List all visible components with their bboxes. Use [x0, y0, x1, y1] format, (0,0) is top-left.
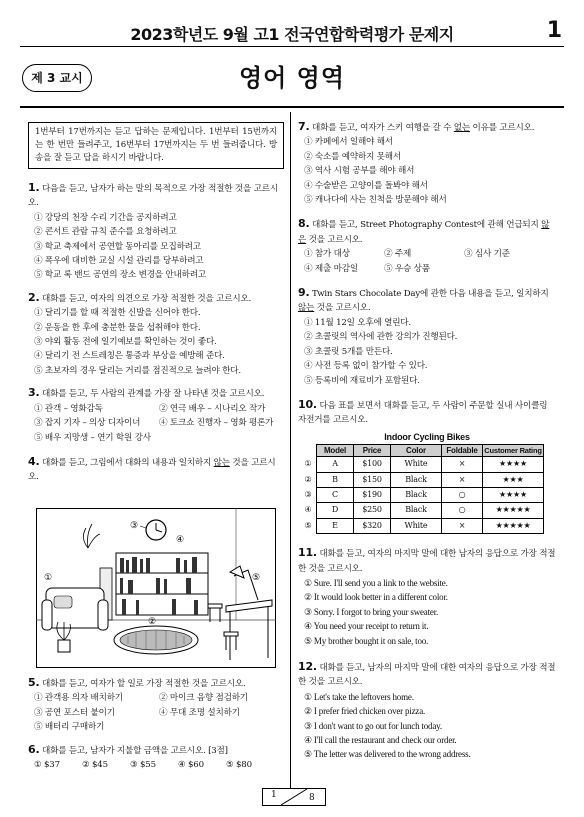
q1-option[interactable]: ④ 폭우에 대비한 교실 시설 관리를 당부하려고 [34, 256, 204, 267]
table-title: Indoor Cycling Bikes [384, 431, 470, 442]
q3-option[interactable]: ④ 토크쇼 진행자 – 영화 평론가 [159, 418, 274, 429]
q2-option[interactable]: ④ 달리기 전 스트레칭은 통증과 부상을 예방해 준다. [34, 351, 225, 362]
wall-clock [146, 520, 166, 540]
question-11: 11. 대화를 듣고, 여자의 마지막 말에 대한 남자의 응답으로 가장 적절한 것을 고르시오. ① Sure. I'll send you a link to the website. ② It would look better in a different color. ③ Sorry. I forgot to bring your sweater. ④ You need your receipt to return it. ⑤ My brother bought it on sale, too. [298, 546, 556, 648]
q8-option[interactable]: ② 주제 [384, 249, 412, 260]
listening-notice: 1번부터 17번까지는 듣고 답하는 문제입니다. 1번부터 15번까지는 한 번만 들려주고, 16번부터 17번까지는 두 번 들려줍니다. 방송을 잘 듣고 답을 하시기 바랍니다. [28, 122, 284, 169]
q5-option[interactable]: ⑤ 배터리 구매하기 [34, 722, 105, 733]
q11-option[interactable]: ③ Sorry. I forgot to bring your sweater. [304, 606, 439, 617]
q2-option[interactable]: ⑤ 초보자의 경우 달리는 거리를 점진적으로 늘려야 한다. [34, 365, 241, 376]
q7-option[interactable]: ③ 역사 시험 공부를 해야 해서 [304, 166, 415, 177]
q6-option[interactable]: ① $37 [34, 760, 60, 771]
q1-option[interactable]: ⑤ 학교 록 밴드 공연의 장소 변경을 안내하려고 [34, 270, 206, 281]
q11-option[interactable]: ② It would look better in a different color. [304, 592, 448, 603]
q11-option[interactable]: ① Sure. I'll send you a link to the website. [304, 577, 448, 588]
q12-option[interactable]: ④ I'll call the restaurant and check our order. [304, 735, 457, 746]
q2-option[interactable]: ③ 야외 활동 전에 일기예보를 확인하는 것이 좋다. [34, 337, 217, 348]
col-header: Model [317, 445, 354, 457]
q12-option[interactable]: ① Let's take the leftovers home. [304, 691, 414, 702]
label-5: ⑤ [252, 573, 261, 583]
right-column [298, 120, 556, 762]
q9-option[interactable]: ① 11월 12일 오후에 열린다. [304, 317, 411, 328]
table-row[interactable]: ① A $100 White × ★★★★ [300, 457, 544, 472]
table-row[interactable]: ③ C $190 Black ○ ★★★★ [300, 487, 544, 502]
q11-option[interactable]: ⑤ My brother bought it on sale, too. [304, 635, 429, 646]
q3-option[interactable]: ① 관객 – 영화감독 [34, 403, 103, 414]
bookshelf [116, 553, 208, 615]
q9-option[interactable]: ② 초콜릿의 역사에 관한 강의가 진행된다. [304, 332, 458, 343]
sofa [42, 588, 108, 630]
question-2: 2. 대화를 듣고, 여자의 의견으로 가장 적절한 것을 고르시오. ① 달리기를 할 때 적절한 신발을 신어야 한다. ② 운동을 한 후에 충분한 물을 섭취해야 한다. ③ 야외 활동 전에 일기예보를 확인하는 것이 좋다. ④ 달리기 전 스트레칭은 통증과 부상을 예방해 준다. ⑤ 초보자의 경우 달리는 거리를 점진적으로 늘려야 한다. [28, 291, 284, 378]
col-header: Color [391, 445, 442, 457]
q6-option[interactable]: ⑤ $80 [226, 760, 252, 771]
question-6: 6. 대화를 듣고, 남자가 지불할 금액을 고르시오. [3점] ① $37 ② $45 ③ $55 ④ $60 ⑤ $80 [28, 743, 284, 773]
question-7: 7. 대화를 듣고, 여자가 스키 여행을 갈 수 없는 이유를 고르시오. ① 카페에서 일해야 해서 ② 숙소를 예약하지 못해서 ③ 역사 시험 공부를 해야 해서 ④ 수술받은 고양이를 돌봐야 해서 ⑤ 캐나다에 사는 친척을 방문해야 해서 [298, 120, 556, 207]
q6-option[interactable]: ③ $55 [130, 760, 156, 771]
q3-option[interactable]: ⑤ 배우 지망생 – 연기 학원 강사 [34, 432, 151, 443]
q2-option[interactable]: ① 달리기를 할 때 적절한 신발을 신어야 한다. [34, 308, 201, 319]
question-4: 4. 대화를 듣고, 그림에서 대화의 내용과 일치하지 않는 것을 고르시오. [28, 454, 276, 483]
q8-option[interactable]: ④ 제출 마감일 [304, 263, 358, 274]
q1-option[interactable]: ③ 학교 축제에서 공연할 동아리를 모집하려고 [34, 241, 201, 252]
q12-option[interactable]: ③ I don't want to go out for lunch today. [304, 720, 442, 731]
col-header: Price [354, 445, 391, 457]
label-3: ③ [130, 521, 139, 531]
header-rule [20, 46, 564, 47]
q1-option[interactable]: ① 강당의 천장 수리 기간을 공지하려고 [34, 212, 177, 223]
room-illustration [36, 508, 276, 668]
q5-option[interactable]: ③ 공연 포스터 붙이기 [34, 707, 115, 718]
q9-option[interactable]: ⑤ 등록비에 재료비가 포함된다. [304, 375, 420, 386]
q12-option[interactable]: ⑤ The letter was delivered to the wrong address. [304, 749, 471, 760]
subject-title: 영어 영역 [238, 64, 346, 92]
col-header: Customer Rating [484, 446, 542, 456]
session-badge: 제 3 교시 [22, 64, 92, 92]
left-column-bottom [28, 676, 284, 772]
oval-rug [114, 626, 198, 654]
q9-option[interactable]: ③ 초콜릿 5개를 만든다. [304, 346, 393, 357]
col-header: Foldable [442, 445, 483, 457]
q6-option[interactable]: ④ $60 [178, 760, 204, 771]
question-9: 9. Twin Stars Chocolate Day에 관한 다음 내용을 듣고, 일치하지 않는 것을 고르시오. ① 11월 12일 오후에 열린다. ② 초콜릿의 역사에 관한 강의가 진행된다. ③ 초콜릿 5개를 만든다. ④ 사전 등록 없이 참가할 수 있다. ⑤ 등록비에 재료비가 포함된다. [298, 286, 556, 388]
question-12: 12. 대화를 듣고, 남자의 마지막 말에 대한 여자의 응답으로 가장 적절한 것을 고르시오. ① Let's take the leftovers home. ② I prefer fried chicken over pizza. ③ I don't want to go out for lunch today. ④ I'll call the restaurant and check our order. ⑤ The letter was delivered to the wrong address. [298, 660, 556, 762]
q7-option[interactable]: ① 카페에서 일해야 해서 [304, 137, 393, 148]
q8-option[interactable]: ③ 심사 기준 [464, 249, 510, 260]
bike-table [300, 444, 544, 534]
question-5: 5. 대화를 듣고, 여자가 할 일로 가장 적절한 것을 고르시오. ① 관객용 의자 배치하기 ② 마이크 음향 점검하기 ③ 공연 포스터 붙이기 ④ 무대 조명 설치하기 ⑤ 배터리 구매하기 [28, 676, 284, 735]
page-number: 1 [546, 18, 562, 43]
label-1: ① [44, 573, 53, 583]
q11-option[interactable]: ④ You need your receipt to return it. [304, 621, 429, 632]
total-pages: 8 [309, 793, 315, 803]
q5-option[interactable]: ④ 무대 조명 설치하기 [159, 707, 240, 718]
current-page: 1 [271, 790, 277, 800]
q5-option[interactable]: ① 관객용 의자 배치하기 [34, 693, 123, 704]
q2-option[interactable]: ② 운동을 한 후에 충분한 물을 섭취해야 한다. [34, 322, 201, 333]
page-indicator [262, 788, 326, 806]
q9-option[interactable]: ④ 사전 등록 없이 참가할 수 있다. [304, 361, 428, 372]
q6-option[interactable]: ② $45 [82, 760, 108, 771]
header-rule-bold [20, 106, 564, 108]
question-10: 10. 다음 표를 보면서 대화를 듣고, 두 사람이 주문할 실내 사이클링 자전거를 고르시오. Indoor Cycling Bikes Model Price Color Foldable Customer Rating ① A $100 White × ★★★★ ② B $150 Black × ★★★ ③ C $190 Black ○ ★★★★ ④ D $250 Black ○ ★★★★★ ⑤ E $320 White × ★★★★★ [298, 398, 556, 534]
table-row[interactable]: ② B $150 Black × ★★★ [300, 472, 544, 487]
q3-option[interactable]: ③ 잡지 기자 – 의상 디자이너 [34, 418, 141, 429]
column-separator [290, 112, 291, 788]
table-row[interactable]: ⑤ E $320 White × ★★★★★ [300, 518, 544, 533]
q7-option[interactable]: ⑤ 캐나다에 사는 친척을 방문해야 해서 [304, 195, 447, 206]
question-3: 3. 대화를 듣고, 두 사람의 관계를 가장 잘 나타낸 것을 고르시오. ① 관객 – 영화감독 ② 연극 배우 – 시나리오 작가 ③ 잡지 기자 – 의상 디자이너 ④ 토크쇼 진행자 – 영화 평론가 ⑤ 배우 지망생 – 연기 학원 강사 [28, 386, 284, 445]
left-column [28, 122, 284, 485]
q8-option[interactable]: ⑤ 우승 상품 [384, 263, 430, 274]
question-8: 8. 대화를 듣고, Street Photography Contest에 관해 언급되지 않은 것을 고르시오. ① 참가 대상 ② 주제 ③ 심사 기준 ④ 제출 마감일 ⑤ 우승 상품 [298, 217, 556, 276]
q7-option[interactable]: ② 숙소를 예약하지 못해서 [304, 151, 402, 162]
label-4: ④ [176, 535, 185, 545]
exam-title: 2023학년도 9월 고1 전국연합학력평가 문제지 [130, 25, 454, 44]
q1-option[interactable]: ② 콘서트 관람 규칙 준수를 요청하려고 [34, 227, 177, 238]
q12-option[interactable]: ② I prefer fried chicken over pizza. [304, 706, 426, 717]
q5-option[interactable]: ② 마이크 음향 점검하기 [159, 693, 248, 704]
q8-option[interactable]: ① 참가 대상 [304, 249, 350, 260]
label-2: ② [148, 617, 157, 627]
q3-option[interactable]: ② 연극 배우 – 시나리오 작가 [159, 403, 266, 414]
table-row[interactable]: ④ D $250 Black ○ ★★★★★ [300, 503, 544, 518]
question-1: 1. 다음을 듣고, 남자가 하는 말의 목적으로 가장 적절한 것을 고르시오. ① 강당의 천장 수리 기간을 공지하려고 ② 콘서트 관람 규칙 준수를 요청하려고 ③ 학교 축제에서 공연할 동아리를 모집하려고 ④ 폭우에 대비한 교실 시설 관리를 당부하려고 ⑤ 학교 록 밴드 공연의 장소 변경을 안내하려고 [28, 181, 284, 283]
q7-option[interactable]: ④ 수술받은 고양이를 돌봐야 해서 [304, 180, 428, 191]
